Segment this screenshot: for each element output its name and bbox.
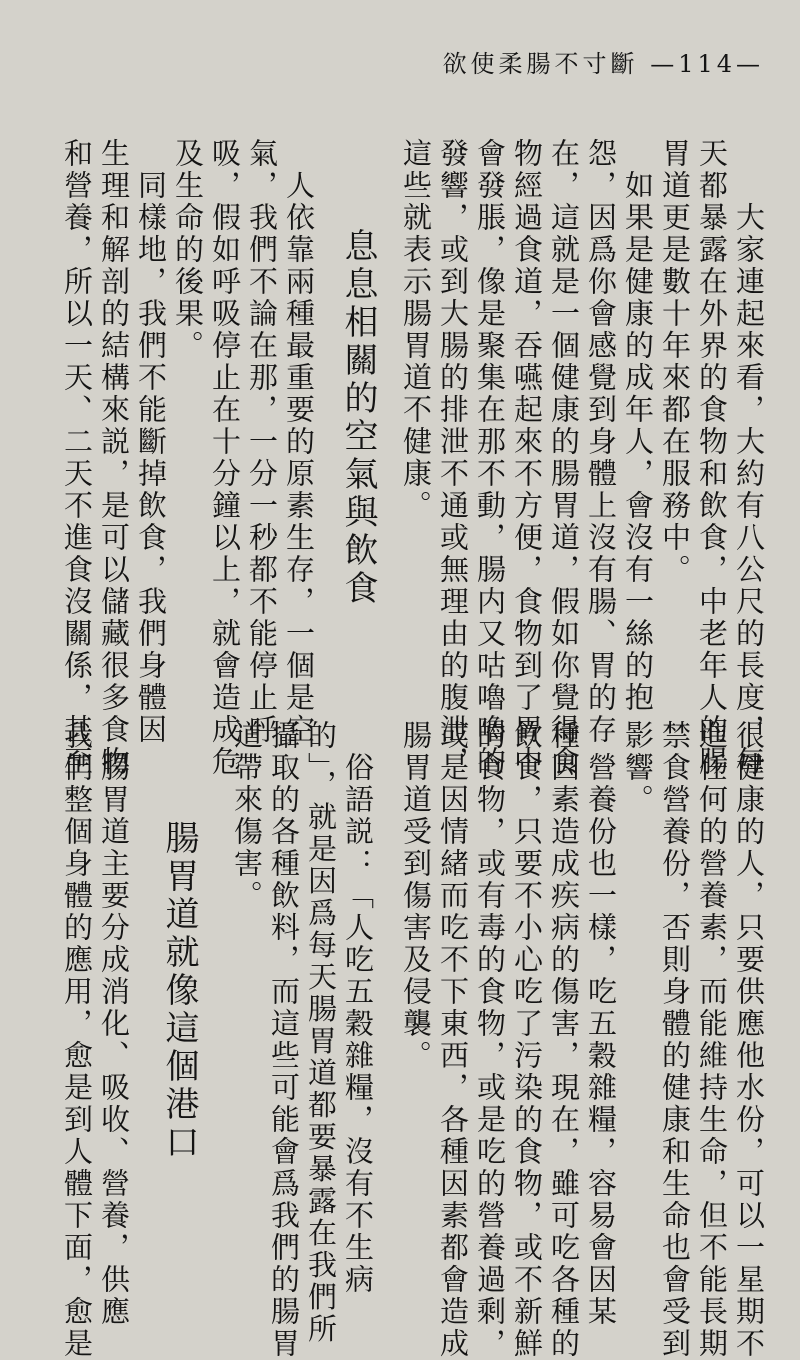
upper-line-15: 同樣地，我們不能斷掉飲食，我們身體因: [134, 138, 168, 746]
upper-line-1: 大家連起來看，大約有八公尺的長度，每: [732, 170, 766, 778]
section-heading-air-food: 息息相關的空氣與飲食: [338, 228, 378, 608]
lower-line-8: 的食物，或有毒的食物，或是吃的營養過剩，: [473, 720, 507, 1360]
lower-line-9: 或是因情緒而吃不下東西，各種因素都會造成: [436, 720, 470, 1360]
upper-line-12: 氣，我們不論在那，一分一秒都不能停止呼: [245, 138, 279, 746]
lower-line-15: 腸胃道主要分成消化、吸收、營養，供應: [97, 720, 131, 1328]
section-heading-harbor: 腸胃道就像這個港口: [159, 820, 199, 1162]
lower-line-5: 營養份也一樣，吃五穀雜糧，容易會因某: [584, 720, 618, 1328]
upper-line-10: 這些就表示腸胃道不健康。: [399, 138, 433, 522]
lower-line-2: 進任何的營養素，而能維持生命，但不能長期: [695, 720, 729, 1360]
lower-line-3: 禁食營養份，否則身體的健康和生命也會受到: [658, 720, 692, 1360]
lower-line-13: 攝取的各種飲料，而這些可能會爲我們的腸胃: [267, 720, 301, 1360]
upper-line-2: 天都暴露在外界的食物和飲食，中老年人的腸: [695, 138, 729, 778]
lower-line-4: 影響。: [621, 720, 655, 816]
lower-line-10: 腸胃道受到傷害及侵襲。: [399, 720, 433, 1072]
upper-line-17: 和營養，所以一天、二天不進食沒關係，甚至: [60, 138, 94, 778]
upper-line-4: 如果是健康的成年人，會沒有一絲的抱: [621, 138, 655, 714]
lower-line-14: 道帶來傷害。: [230, 720, 264, 912]
upper-line-6: 在，這就是一個健康的腸胃道，假如你覺得食: [547, 138, 581, 778]
lower-line-7: 飲食，只要不小心吃了污染的食物，或不新鮮: [510, 720, 544, 1360]
lower-line-1: 很健康的人，只要供應他水份，可以一星期不: [732, 720, 766, 1360]
upper-line-3: 胃道更是數十年來都在服務中。: [658, 138, 692, 586]
upper-line-11: 人依靠兩種最重要的原素生存，一個是空: [282, 138, 316, 746]
upper-line-8: 會發脹，像是聚集在那不動，腸内又咕嚕嚕的: [473, 138, 507, 778]
upper-line-13: 吸，假如呼吸停止在十分鐘以上，就會造成危: [208, 138, 242, 778]
lower-line-6: 種因素造成疾病的傷害，現在，雖可吃各種的: [547, 720, 581, 1360]
upper-line-9: 發響，或到大腸的排泄不通或無理由的腹泄，: [436, 138, 470, 778]
upper-line-7: 物經過食道，吞嚥起來不方便，食物到了胃中: [510, 138, 544, 778]
upper-line-14: 及生命的後果。: [171, 138, 205, 362]
lower-line-11: 俗語説：「人吃五穀雜糧，沒有不生病: [341, 720, 375, 1296]
upper-line-5: 怨，因爲你會感覺到身體上沒有腸、胃的存: [584, 138, 618, 746]
running-header: 欲使柔腸不寸斷 —114—: [442, 50, 764, 78]
lower-line-16: 我們整個身體的應用，愈是到人體下面，愈是: [60, 720, 94, 1360]
upper-line-16: 生理和解剖的結構來説，是可以儲藏很多食物: [97, 138, 131, 778]
lower-line-12: 的」，就是因爲每天腸胃道都要暴露在我們所: [304, 720, 338, 1346]
